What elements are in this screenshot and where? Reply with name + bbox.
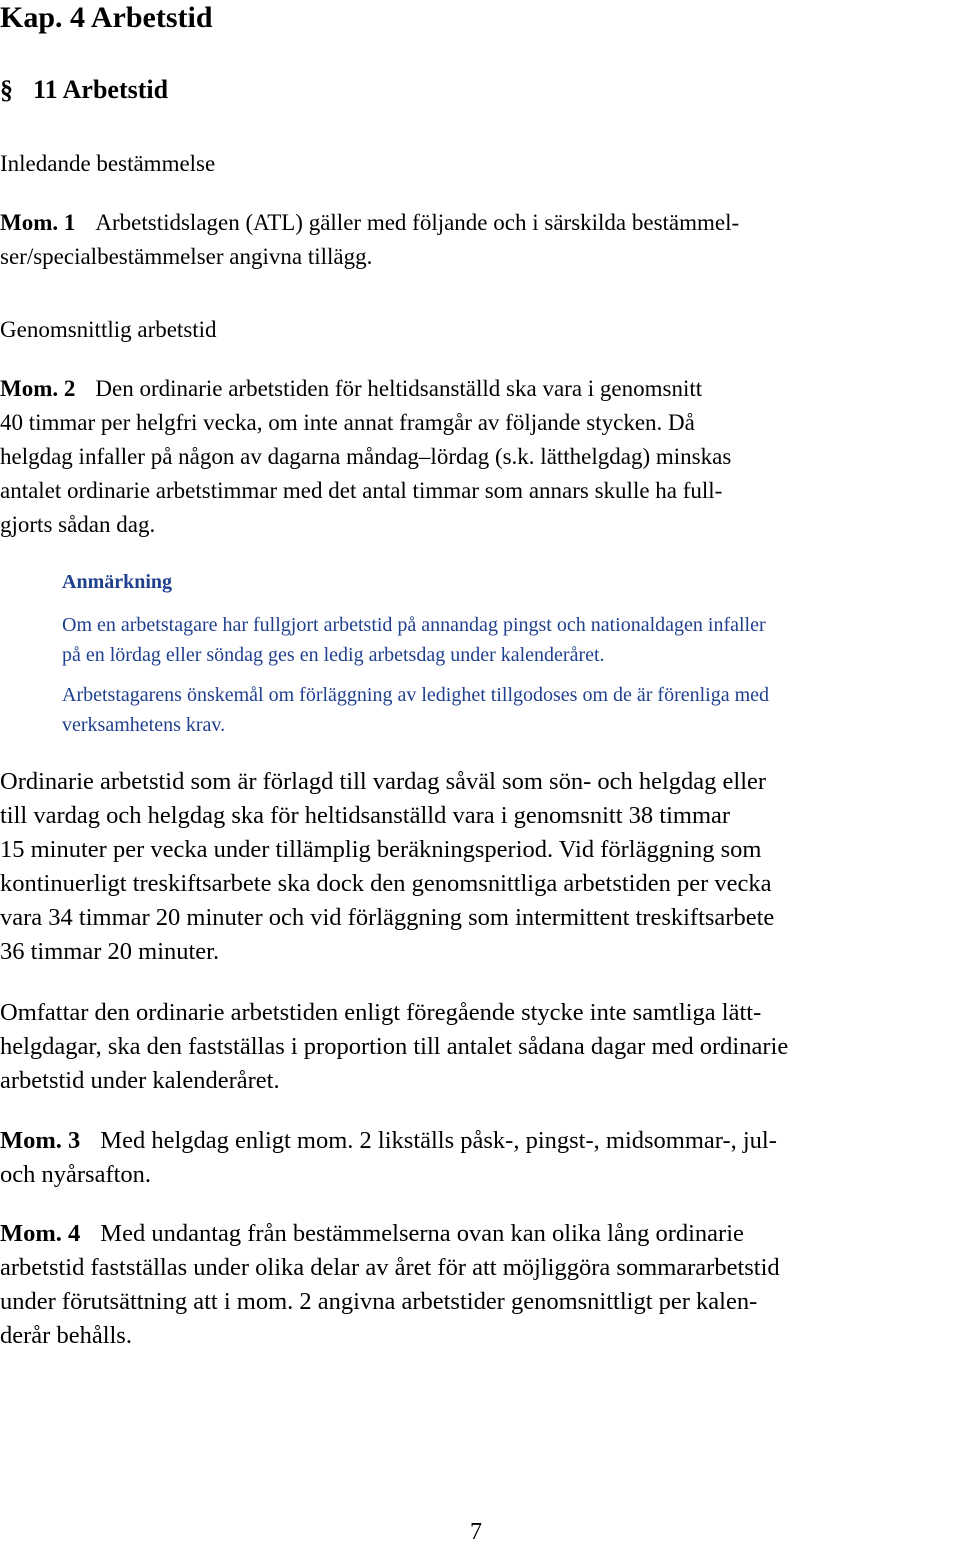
- mom2-text-1: Den ordinarie arbetstiden för heltidsanställd ska vara i genomsnitt: [95, 376, 703, 401]
- mom3-label: Mom. 3: [0, 1127, 81, 1154]
- shift-line-2: till vardag och helgdag ska för heltidsanställd vara i genomsnitt 38 timmar: [0, 802, 731, 829]
- section-symbol: §: [0, 75, 13, 104]
- mom4-label: Mom. 4: [0, 1220, 81, 1247]
- mom2-line-2: 40 timmar per helgfri vecka, om inte annat framgår av följande stycken. Då: [0, 410, 695, 435]
- mom3-text-1: Med helgdag enligt mom. 2 likställs påsk-, pingst-, midsommar-, jul-: [100, 1127, 777, 1154]
- section-heading: [0, 74, 168, 106]
- mom2-line-5: gjorts sådan dag.: [0, 512, 156, 537]
- page-number: 7: [470, 1519, 482, 1545]
- mom1-label: Mom. 1: [0, 210, 76, 235]
- mom2-line-1: [0, 372, 960, 406]
- shift-line-3: 15 minuter per vecka under tillämplig beräkningsperiod. Vid förläggning som: [0, 836, 762, 863]
- note-paragraph-2: [62, 680, 960, 740]
- shift-line-6: 36 timmar 20 minuter.: [0, 938, 220, 965]
- note-p1-line-1: Om en arbetstagare har fullgjort arbetstid på annandag pingst och nationaldagen infaller: [62, 614, 766, 636]
- note-title: Anmärkning: [62, 571, 173, 593]
- mom3-line-2: och nyårsafton.: [0, 1161, 152, 1188]
- mom4-line-4: derår behålls.: [0, 1322, 132, 1349]
- mom4-text-1: Med undantag från bestämmelserna ovan kan olika lång ordinarie: [100, 1220, 744, 1247]
- note-p1-line-2: på en lördag eller söndag ges en ledig arbetsdag under kalenderåret.: [62, 644, 605, 666]
- mom4-line-3: under förutsättning att i mom. 2 angivna arbetstider genomsnittligt per kalen-: [0, 1288, 758, 1315]
- chapter-title: Kap. 4 Arbetstid: [0, 1, 213, 34]
- shift-paragraph: [0, 765, 960, 969]
- mom4-paragraph: [0, 1217, 960, 1353]
- mom2-paragraph: [0, 372, 960, 542]
- section-title: 11 Arbetstid: [33, 75, 169, 104]
- note-p2-line-1: Arbetstagarens önskemål om förläggning av ledighet tillgodoses om de är förenliga med: [62, 684, 770, 706]
- intro-heading: Inledande bestämmelse: [0, 151, 216, 176]
- average-heading: Genomsnittlig arbetstid: [0, 317, 217, 342]
- mom3-line-1: [0, 1124, 960, 1158]
- mom1-line-2: ser/specialbestämmelser angivna tillägg.: [0, 244, 373, 269]
- mom4-line-1: [0, 1217, 960, 1251]
- mom2-line-4: antalet ordinarie arbetstimmar med det antal timmar som annars skulle ha full-: [0, 478, 723, 503]
- proportion-line-3: arbetstid under kalenderåret.: [0, 1067, 280, 1094]
- shift-line-5: vara 34 timmar 20 minuter och vid förläggning som intermittent treskiftsarbete: [0, 904, 775, 931]
- proportion-paragraph: [0, 996, 960, 1098]
- mom1-line-1: [0, 206, 960, 240]
- note-p2-line-2: verksamhetens krav.: [62, 714, 226, 736]
- mom2-label: Mom. 2: [0, 376, 76, 401]
- mom2-line-3: helgdag infaller på någon av dagarna måndag–lördag (s.k. lätthelgdag) minskas: [0, 444, 732, 469]
- mom3-paragraph: [0, 1124, 960, 1192]
- mom1-paragraph: [0, 206, 960, 274]
- mom4-line-2: arbetstid fastställas under olika delar av året för att möjliggöra sommararbetstid: [0, 1254, 780, 1281]
- proportion-line-2: helgdagar, ska den fastställas i proportion till antalet sådana dagar med ordinarie: [0, 1033, 789, 1060]
- note-paragraph-1: [62, 610, 960, 670]
- proportion-line-1: Omfattar den ordinarie arbetstiden enligt föregående stycke inte samtliga lätt-: [0, 999, 762, 1026]
- shift-line-4: kontinuerligt treskiftsarbete ska dock den genomsnittliga arbetstiden per vecka: [0, 870, 772, 897]
- shift-line-1: Ordinarie arbetstid som är förlagd till vardag såväl som sön- och helgdag eller: [0, 768, 767, 795]
- mom1-text-1: Arbetstidslagen (ATL) gäller med följande och i särskilda bestämmel-: [95, 210, 740, 235]
